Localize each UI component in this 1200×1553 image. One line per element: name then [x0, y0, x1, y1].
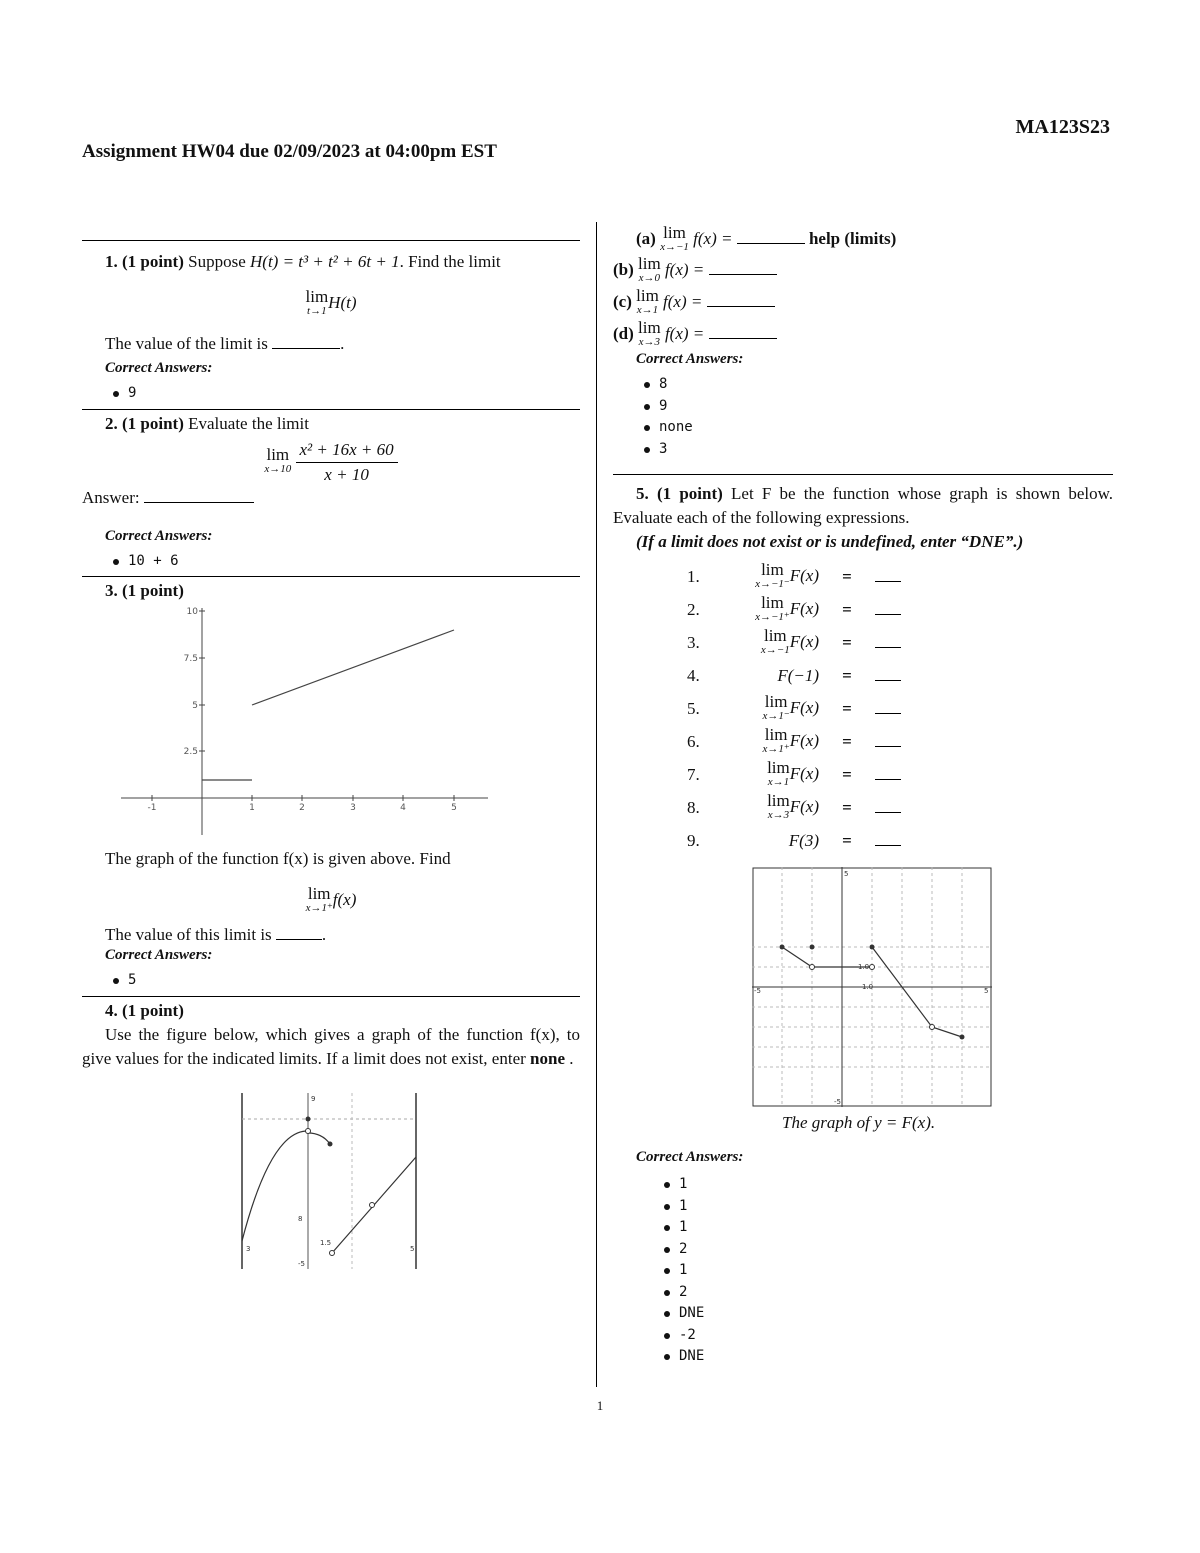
answer-blank[interactable]: [875, 812, 901, 813]
answer-blank[interactable]: [875, 680, 901, 681]
table-row: [683, 791, 905, 824]
part-label: (b): [613, 259, 634, 279]
lim-sub: x→1: [636, 304, 659, 316]
table-row: [683, 593, 905, 626]
list-item: 1: [679, 1260, 1113, 1282]
table-row: [683, 626, 905, 659]
graph-curve: [242, 1131, 306, 1241]
lim-word: lim: [266, 445, 290, 464]
function-graph: [240, 1093, 420, 1269]
lim-word: lim: [307, 884, 331, 903]
lim-expr: F(−1): [777, 665, 819, 685]
problem-number: 2.: [105, 413, 118, 433]
list-item: 9: [659, 396, 1113, 418]
correct-answers-label: Correct Answers:: [636, 1149, 744, 1165]
equals-sign: =: [842, 830, 852, 850]
correct-answers-label: Correct Answers:: [105, 360, 213, 376]
problem-points: (1 point): [122, 1000, 184, 1020]
graph-label: 8: [298, 1214, 303, 1223]
graph-label: -5: [298, 1259, 305, 1268]
row-number: 7.: [687, 764, 700, 784]
graph-curve: [308, 1133, 330, 1144]
list-item: 2: [679, 1239, 1113, 1261]
lim-expr: F(x): [789, 631, 819, 651]
answer-blank-b[interactable]: [709, 274, 777, 275]
list-item: 5: [128, 970, 580, 992]
problem-text: The graph of the function f(x) is given above. Find: [105, 849, 451, 868]
list-item: DNE: [679, 1346, 1113, 1368]
lim-sub: x→−1⁻: [755, 577, 790, 590]
answer-blank[interactable]: [875, 581, 901, 582]
answer-blank[interactable]: [875, 845, 901, 846]
lim-sub: x→0: [638, 272, 661, 284]
answer-prompt: The value of this limit is: [105, 925, 272, 944]
row-number: 9.: [687, 830, 700, 850]
list-item: 1: [679, 1217, 1113, 1239]
lim-sub: x→1⁺: [762, 742, 790, 755]
tick-label: 7.5: [183, 654, 198, 664]
row-number: 4.: [687, 665, 700, 685]
tick-label: -1: [147, 803, 157, 813]
list-item: 2: [679, 1282, 1113, 1304]
lim-sub: x→3: [638, 336, 661, 348]
lim-word: lim: [763, 625, 787, 645]
graph-label: -5: [834, 1098, 841, 1106]
row-number: 8.: [687, 797, 700, 817]
lim-sub: x→−1: [660, 241, 689, 253]
table-row: [683, 560, 905, 593]
row-number: 6.: [687, 731, 700, 751]
problem-4-parts: [613, 223, 1113, 460]
graph-label: 3: [246, 1244, 251, 1253]
tick-label: 2: [299, 803, 305, 813]
tick-label: 5: [451, 803, 457, 813]
page-number: 1: [596, 1398, 604, 1413]
graph-label: 1.5: [320, 1238, 332, 1247]
equals-sign: =: [842, 764, 852, 784]
part-label: (d): [613, 323, 634, 343]
graph-label: 5: [410, 1244, 415, 1253]
help-link[interactable]: help (limits): [808, 228, 897, 248]
problem-number: 3.: [105, 581, 118, 600]
answer-prompt: The value of the limit is: [105, 334, 268, 353]
problem-2: [82, 409, 580, 573]
problem-1: 1. (1 point) Suppose H(t) = t³ + t² + 6t + 1. Find the limit lim t→1 H(t) The value of the limit is . Correct Answers: 9: [82, 240, 580, 405]
answer-blank-d[interactable]: [709, 338, 777, 339]
limit-expression: [82, 438, 580, 484]
function-definition: H(t) = t³ + t² + 6t + 1: [250, 252, 400, 271]
lim-word: lim: [636, 286, 659, 305]
lim-expr: f(x) =: [693, 228, 733, 248]
list-item: 8: [659, 374, 1113, 396]
lim-word: lim: [761, 592, 784, 612]
list-item: 9: [128, 383, 580, 405]
lim-expr: F(x): [789, 730, 819, 750]
list-item: -2: [679, 1325, 1113, 1347]
lim-expr: F(x): [789, 565, 819, 585]
divider: [82, 576, 580, 577]
table-row: [683, 824, 905, 857]
answer-blank[interactable]: [875, 779, 901, 780]
problem-3: 3. (1 point) -1 1 2 3 4 5 10 7.5 5 2.5 The graph of the function f(x) is given above. Find lim x→1⁺ f(x) The value of this limit is . Correct Answers: 5: [82, 576, 580, 992]
answer-blank[interactable]: [875, 614, 901, 615]
right-column: [613, 223, 1114, 1368]
lim-sub: x→1⁺: [305, 902, 333, 914]
expressions-table: [683, 560, 905, 857]
divider: [82, 409, 580, 410]
answer-list: [613, 1174, 1113, 1368]
list-item: 3: [659, 439, 1113, 461]
answer-label: Answer:: [82, 487, 140, 507]
answer-list: [82, 970, 580, 992]
function-graph: [116, 603, 516, 835]
limit-expression: [82, 287, 580, 328]
lim-word: lim: [764, 724, 788, 744]
lim-word: lim: [638, 254, 661, 273]
correct-answers-label: Correct Answers:: [105, 527, 213, 544]
lim-expr: H(t): [328, 292, 357, 312]
correct-answers-label: Correct Answers:: [636, 351, 744, 367]
divider: [613, 474, 1113, 475]
tick-label: 1: [249, 803, 255, 813]
denominator: x + 10: [324, 464, 369, 484]
lim-expr: f(x) =: [664, 323, 705, 343]
graph-segment: [252, 630, 454, 705]
lim-expr: f(x) =: [664, 259, 705, 279]
lim-word: lim: [761, 559, 784, 579]
list-item: 1: [679, 1174, 1113, 1196]
problem-note: (If a limit does not exist or is undefined, enter “DNE”.): [636, 532, 1024, 551]
problem-text: Let F be the function whose graph is shown below. Evaluate each of the following expressions.: [613, 484, 1114, 527]
numerator: x² + 16x + 60: [296, 438, 398, 463]
problem-points: (1 point): [122, 252, 184, 271]
list-item: 10 + 6: [128, 551, 580, 573]
assignment-title: Assignment HW04 due 02/09/2023 at 04:00pm EST: [82, 141, 497, 162]
problem-5: [613, 474, 1113, 1368]
lim-word: lim: [305, 287, 329, 306]
table-row: [683, 692, 905, 725]
problem-number: 4.: [105, 1000, 118, 1020]
graph-caption: The graph of y = F(x).: [782, 1113, 936, 1132]
answer-list: [613, 374, 1113, 460]
row-number: 5.: [687, 698, 700, 718]
problem-intro: Evaluate the limit: [188, 413, 309, 433]
list-item: DNE: [679, 1303, 1113, 1325]
problem-number: 1.: [105, 252, 118, 271]
function-graph: [752, 867, 992, 1109]
divider: [82, 996, 580, 997]
row-number: 1.: [687, 566, 700, 586]
course-code: MA123S23: [1015, 116, 1110, 138]
graph-label: 5: [844, 870, 849, 878]
tick-label: 3: [350, 803, 356, 813]
answer-blank[interactable]: [272, 348, 340, 349]
correct-answers-label: Correct Answers:: [105, 947, 213, 963]
lim-sub: x→−1: [760, 643, 790, 656]
tick-label: 2.5: [183, 747, 198, 757]
column-divider: [596, 222, 597, 1387]
divider: [82, 240, 580, 241]
lim-expr: F(x): [789, 697, 819, 717]
equals-sign: =: [842, 632, 852, 652]
row-number: 3.: [687, 632, 700, 652]
answer-blank[interactable]: [875, 746, 901, 747]
table-row: [683, 725, 905, 758]
lim-word: lim: [638, 318, 661, 337]
lim-expr: F(x): [789, 796, 819, 816]
problem-intro: Suppose: [188, 252, 246, 271]
answer-blank[interactable]: [276, 939, 322, 940]
lim-expr: f(x) =: [663, 291, 703, 311]
problem-points: (1 point): [122, 581, 184, 600]
none-keyword: none: [530, 1048, 565, 1068]
problem-intro-tail: . Find the limit: [399, 252, 501, 271]
lim-word: lim: [663, 223, 686, 242]
list-item: 1: [679, 1196, 1113, 1218]
problem-text: Use the figure below, which gives a graph of the function f(x), to give values for the indicated limits. If a limit does not exist, enter: [82, 1024, 580, 1068]
table-row: [683, 758, 905, 791]
lim-expr: F(x): [789, 598, 819, 618]
problem-number: 5.: [636, 484, 649, 503]
limit-expression: [82, 884, 580, 923]
tick-label: 10: [186, 607, 198, 617]
answer-blank[interactable]: [144, 502, 254, 503]
left-column: [82, 240, 580, 1269]
lim-sub: x→10: [264, 463, 292, 475]
answer-blank[interactable]: [875, 713, 901, 714]
lim-sub: x→−1⁺: [755, 610, 790, 623]
part-label: (c): [613, 291, 632, 311]
lim-sub: x→3: [767, 808, 790, 821]
equals-sign: =: [842, 797, 852, 817]
problem-text-tail: .: [569, 1048, 574, 1068]
answer-blank[interactable]: [875, 647, 901, 648]
tick-label: 4: [400, 803, 406, 813]
graph-label: 5: [984, 987, 989, 995]
answer-list: [82, 551, 580, 573]
lim-word: lim: [767, 757, 790, 777]
table-row: [683, 659, 905, 692]
equals-sign: =: [842, 566, 852, 586]
list-item: none: [659, 417, 1113, 439]
lim-sub: x→1⁻: [762, 709, 790, 722]
lim-expr: F(x): [789, 763, 819, 783]
answer-blank-c[interactable]: [707, 306, 775, 307]
part-label: (a): [636, 228, 656, 248]
problem-points: (1 point): [656, 484, 723, 503]
lim-word: lim: [767, 790, 790, 810]
graph-label: 1.0: [862, 983, 874, 991]
answer-blank-a[interactable]: [737, 243, 805, 244]
equals-sign: =: [842, 698, 852, 718]
lim-word: lim: [764, 691, 788, 711]
equals-sign: =: [842, 665, 852, 685]
equals-sign: =: [842, 599, 852, 619]
graph-label: 9: [311, 1094, 316, 1103]
row-number: 2.: [687, 599, 700, 619]
lim-expr: f(x): [332, 889, 357, 909]
tick-label: 5: [192, 701, 198, 711]
lim-sub: x→1: [767, 775, 790, 788]
answer-list: [82, 383, 580, 405]
problem-points: (1 point): [122, 413, 184, 433]
graph-label: -5: [754, 987, 761, 995]
equals-sign: =: [842, 731, 852, 751]
graph-label: 1.0: [858, 963, 870, 971]
lim-expr: F(3): [788, 830, 819, 850]
lim-sub: t→1: [307, 305, 327, 317]
problem-4: [82, 996, 580, 1269]
